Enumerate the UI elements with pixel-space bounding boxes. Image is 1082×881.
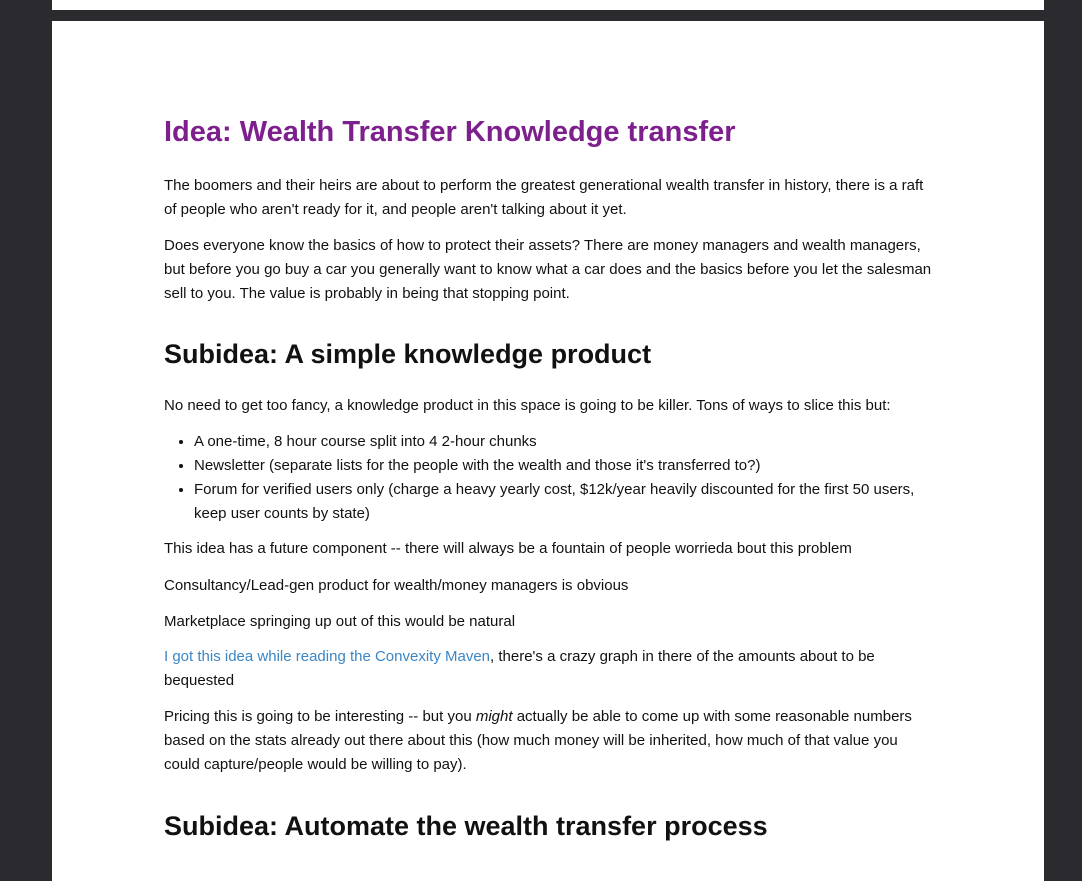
source-paragraph xyxy=(164,645,934,693)
consultancy-paragraph: Consultancy/Lead-gen product for wealth/money managers is obvious xyxy=(164,577,629,594)
list-item: • Newsletter (separate lists for the people with the wealth and those it's transferred to?) xyxy=(194,454,934,478)
source-paragraph-text: , there's a crazy graph in there of the amounts about to be bequested xyxy=(164,648,875,689)
list-item: • Forum for verified users only (charge a heavy yearly cost, $12k/year heavily discounted for the first 50 users, keep user counts by state) xyxy=(194,478,934,526)
document-page xyxy=(52,21,1044,881)
pricing-text-after: actually be able to come up with some reasonable numbers based on the stats already out there about this (how much money will be inherited, how much of that value you could capture/people would be willing to pay). xyxy=(164,708,912,773)
idea-list xyxy=(164,430,934,526)
section-heading-automate: Subidea: Automate the wealth transfer process xyxy=(164,811,768,841)
pricing-emphasis: might xyxy=(475,708,513,725)
marketplace-paragraph: Marketplace springing up out of this would be natural xyxy=(164,613,516,630)
convexity-maven-link[interactable]: I got this idea while reading the Convexity Maven xyxy=(164,648,491,665)
section-heading-knowledge-product: Subidea: A simple knowledge product xyxy=(164,339,652,369)
future-component-paragraph: This idea has a future component -- there will always be a fountain of people worrieda bout this problem xyxy=(164,540,852,557)
list-item: • A one-time, 8 hour course split into 4 2-hour chunks xyxy=(194,430,934,454)
pricing-paragraph xyxy=(164,705,934,777)
pricing-text-before: Pricing this is going to be interesting -- but you xyxy=(164,708,476,725)
section1-lead: No need to get too fancy, a knowledge product in this space is going to be killer. Tons of ways to slice this but: xyxy=(164,397,891,414)
intro-paragraph-2: Does everyone know the basics of how to protect their assets? There are money managers and wealth managers, but before you go buy a car you generally want to know what a car does and the basics before you let the salesman sell to you. The value is probably in being that stopping point. xyxy=(164,237,932,302)
intro-paragraph-1: The boomers and their heirs are about to perform the greatest generational wealth transfer in history, there is a raft of people who aren't ready for it, and people aren't talking about it yet. xyxy=(164,177,924,218)
page-title: Idea: Wealth Transfer Knowledge transfer xyxy=(164,116,736,148)
previous-page-edge xyxy=(52,0,1044,10)
